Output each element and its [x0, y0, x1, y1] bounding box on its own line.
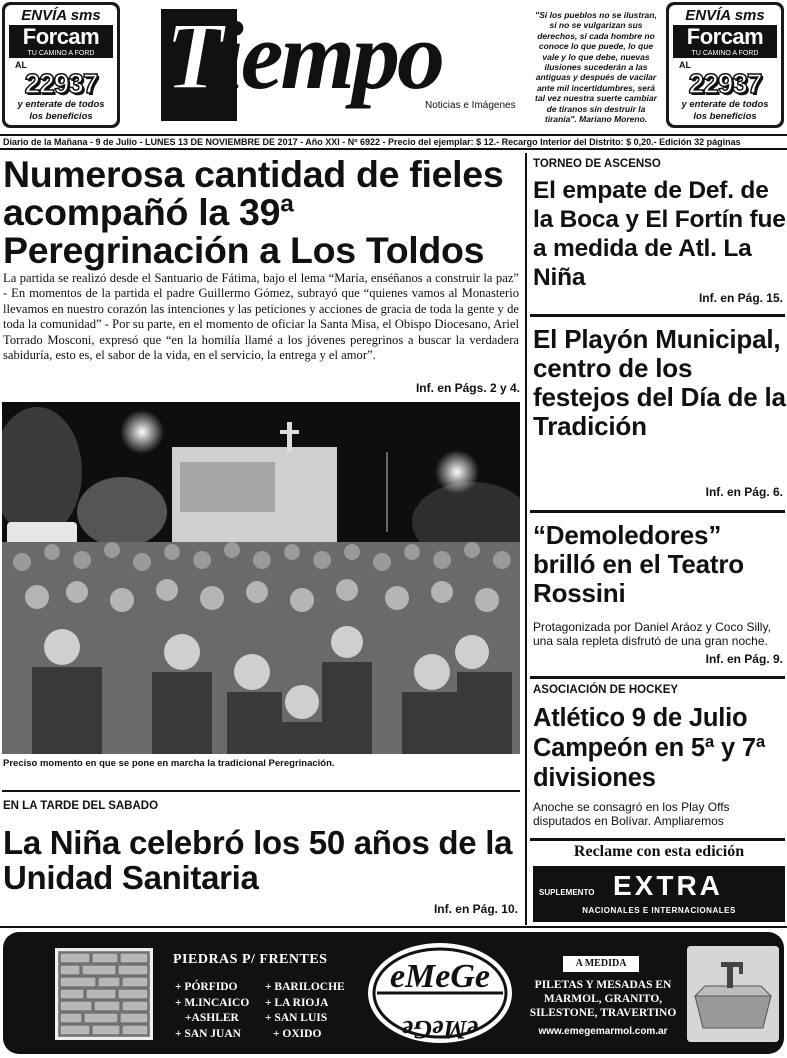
second-story-ref: Inf. en Pág. 10.	[433, 902, 518, 916]
stone-texture	[58, 951, 150, 1037]
ad-tail-2: los beneficios	[693, 111, 757, 122]
ad-tagline: TU CAMINO A FORD	[673, 49, 777, 58]
main-lead: La partida se realizó desde el Santuario de Fátima, bajo el lema “María, enséñanos a construir la paz” - En momentos de la partida el padre Guillermo Gómez, subrayó que “quienes vamos al Monasterio llevamos en nuestro corazón las intenciones y las peticiones y acciones de gracia de toda la gente y de toda la comunidad” - Por su parte, en el momento de oficiar la Santa Misa, el Obispo Diocesano, Ariel Torrado Mosconi, expresó que “en la homilía llamé a los jóvenes peregrinos a buscar la verdadera sabiduría, esto es, el sabor de la vida, en el servicio, la entrega y el amor”.	[3, 271, 519, 363]
divider-demoledores	[530, 510, 785, 513]
demoledores-sub: Protagonizada por Daniel Aráoz y Coco Silly, una sala repleta disfrutó de una gran noche.	[533, 620, 771, 648]
forcam-ad-left[interactable]	[2, 2, 120, 128]
emege-logo-mirror: eMeGe	[401, 1015, 479, 1044]
pilgrimage-photo[interactable]	[2, 402, 520, 754]
divider-hockey	[530, 676, 785, 679]
divider-second-story	[2, 790, 520, 792]
ad-tagline: TU CAMINO A FORD	[9, 49, 113, 58]
second-story-label: EN LA TARDE DEL SABADO	[3, 800, 159, 812]
piedras-title: PIEDRAS P/ FRENTES	[173, 952, 328, 967]
hockey-headline[interactable]: Atlético 9 de Julio Campeón en 5ª y 7ª divisiones	[533, 704, 766, 792]
piedras-item: + LA RIOJA	[265, 996, 329, 1009]
emege-website[interactable]: www.emegemarmol.com.ar	[538, 1026, 668, 1037]
extra-nacionales: NACIONALES E INTERNACIONALES	[582, 906, 736, 915]
reclame-text: Reclame con esta edición	[573, 843, 745, 860]
ad-tail-1: y enterate de todos	[17, 99, 105, 110]
newspaper-logo[interactable]	[165, 0, 442, 112]
hockey-label: ASOCIACIÓN DE HOCKEY	[533, 684, 679, 696]
logo-subtitle: Noticias e Imágenes	[425, 100, 516, 111]
demoledores-headline[interactable]: “Demoledores” brilló en el Teatro Rossini	[533, 520, 744, 608]
playon-ref: Inf. en Pág. 6.	[705, 485, 783, 499]
piedras-item: + PÓRFIDO	[175, 981, 238, 993]
piedras-item: + BARILOCHE	[265, 981, 345, 993]
demoledores-ref: Inf. en Pág. 9.	[705, 652, 783, 666]
marmol-text: PILETAS Y MESADAS EN MARMOL, GRANITO, SILESTONE, TRAVERTINO	[529, 979, 677, 1019]
piedras-item: + SAN LUIS	[265, 1012, 328, 1024]
piedras-item: + M.INCAICO	[175, 996, 250, 1009]
piedras-item: + OXIDO	[273, 1027, 322, 1040]
moreno-quote: "Si los pueblos no se ilustran, si no se vulgarizan sus derechos, si cada hombre no conoce lo que puede, lo que vale y lo que debe, nuevas ilusiones sucederán a las antiguas y después de vacilar ante mil incertidumbres, será tal vez nuestra suerte cambiar de tiranos sin destruir la tiranía". Mariano Moreno.	[535, 10, 657, 125]
logo-initial: T	[165, 2, 218, 109]
emege-logo	[365, 940, 515, 1046]
torneo-headline[interactable]: El empate de Def. de la Boca y El Fortín fue a medida de Atl. La Niña	[533, 177, 786, 291]
logo-rest: iempo	[217, 2, 443, 109]
main-page-ref: Inf. en Págs. 2 y 4.	[415, 381, 520, 395]
piedras-list-right	[265, 980, 345, 1042]
divider-bottom-ad	[0, 926, 787, 928]
column-divider	[525, 153, 527, 925]
ad-brand: Forcam	[9, 25, 113, 49]
hockey-sub: Anoche se consagró en los Play Offs disputados en Bolívar. Ampliaremos	[533, 800, 730, 828]
sink-image	[687, 946, 779, 1042]
ad-al: AL	[15, 60, 27, 70]
piedras-list-left	[175, 980, 249, 1042]
a-medida-label: A MEDIDA	[563, 956, 639, 972]
extra-suplemento: SUPLEMENTO	[539, 888, 595, 897]
emege-logo-text: eMeGe	[389, 958, 491, 995]
second-story-headline[interactable]: La Niña celebró los 50 años de la Unidad Sanitaria	[3, 824, 513, 896]
ad-sms-number: 22937	[688, 68, 762, 99]
ad-brand: Forcam	[673, 25, 777, 49]
extra-supplement-banner[interactable]	[533, 866, 785, 922]
playon-headline[interactable]: El Playón Municipal, centro de los festejos del Día de la Tradición	[533, 324, 786, 441]
torneo-ref: Inf. en Pág. 15.	[698, 291, 783, 305]
ad-envia-text: ENVÍA sms	[685, 7, 765, 24]
ad-tail-2: los beneficios	[29, 111, 93, 122]
piedras-item: +ASHLER	[185, 1012, 239, 1024]
ad-al: AL	[679, 60, 691, 70]
stone-wall-image	[55, 948, 153, 1040]
dateline: Diario de la Mañana - 9 de Julio - LUNES 13 DE NOVIEMBRE DE 2017 - Año XXI - Nº 6922 - Precio del ejemplar: $ 12.- Recargo Interior del Distrito: $ 0,20.- Edición 32 páginas	[0, 134, 787, 150]
piedras-item: + SAN JUAN	[175, 1027, 241, 1040]
ad-envia-text: ENVÍA sms	[21, 7, 101, 24]
forcam-ad-right[interactable]	[666, 2, 784, 128]
torneo-label: TORNEO DE ASCENSO	[533, 158, 661, 170]
main-headline[interactable]: Numerosa cantidad de fieles acompañó la 39ª Peregrinación a Los Toldos	[3, 153, 504, 271]
crowd-photo-illustration	[2, 402, 520, 754]
extra-word: EXTRA	[613, 870, 723, 901]
divider-reclame	[530, 838, 785, 841]
sink-illustration	[687, 946, 779, 1042]
ad-tail-1: y enterate de todos	[681, 99, 769, 110]
photo-caption: Preciso momento en que se pone en marcha la tradicional Peregrinación.	[3, 758, 335, 769]
divider-playon	[530, 314, 785, 317]
ad-sms-number: 22937	[24, 68, 98, 99]
emege-ad[interactable]	[3, 932, 784, 1054]
